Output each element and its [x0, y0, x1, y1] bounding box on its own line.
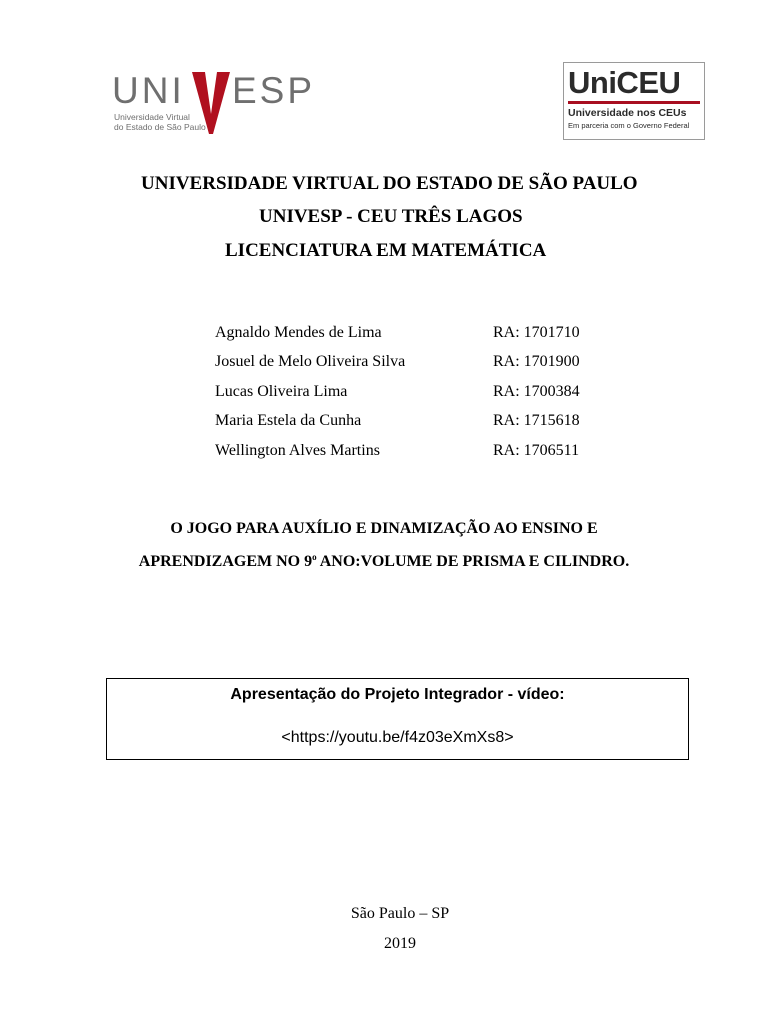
- univesp-wordmark-right: ESP: [232, 70, 316, 111]
- member-name: Agnaldo Mendes de Lima: [215, 324, 382, 341]
- video-link[interactable]: <https://youtu.be/f4z03eXmXs8>: [281, 729, 514, 746]
- uniceu-wordmark: UniCEU: [568, 65, 681, 100]
- heading-campus: UNIVESP - CEU TRÊS LAGOS: [259, 206, 523, 227]
- member-ra: RA: 1701900: [493, 353, 580, 370]
- member-ra: RA: 1701710: [493, 324, 580, 341]
- member-ra: RA: 1715618: [493, 412, 580, 429]
- member-ra: RA: 1706511: [493, 442, 580, 459]
- univesp-wordmark-left: UNI: [112, 70, 185, 111]
- work-title-line2: APRENDIZAGEM NO 9$^o$ ANO:VOLUME DE PRISMA E CILINDRO.: [138, 552, 630, 570]
- member-name: Maria Estela da Cunha: [215, 412, 362, 429]
- uniceu-logo: [563, 62, 705, 140]
- member-ra: RA: 1700384: [493, 383, 580, 400]
- univesp-subtitle-line2: do Estado de São Paulo: [114, 122, 206, 132]
- heading-university: UNIVERSIDADE VIRTUAL DO ESTADO DE SÃO PAULO: [141, 173, 638, 194]
- member-name: Lucas Oliveira Lima: [215, 383, 348, 400]
- uniceu-line1: Universidade nos CEUs: [568, 107, 687, 119]
- member-name: Josuel de Melo Oliveira Silva: [215, 353, 406, 370]
- footer-city: São Paulo – SP: [350, 905, 450, 922]
- video-box-heading: Apresentação do Projeto Integrador - vídeo:: [230, 686, 565, 703]
- uniceu-line2: Em parceria com o Governo Federal: [568, 121, 690, 130]
- uniceu-accent-bar: [568, 101, 700, 104]
- video-presentation-box: [106, 678, 689, 760]
- univesp-subtitle-line1: Universidade Virtual: [114, 112, 190, 122]
- univesp-logo: [112, 68, 316, 138]
- heading-course: LICENCIATURA EM MATEMÁTICA: [225, 240, 547, 261]
- member-name: Wellington Alves Martins: [215, 442, 380, 459]
- work-title-line1: O JOGO PARA AUXÍLIO E DINAMIZAÇÃO AO ENSINO E: [170, 520, 598, 537]
- footer-year: 2019: [384, 935, 416, 952]
